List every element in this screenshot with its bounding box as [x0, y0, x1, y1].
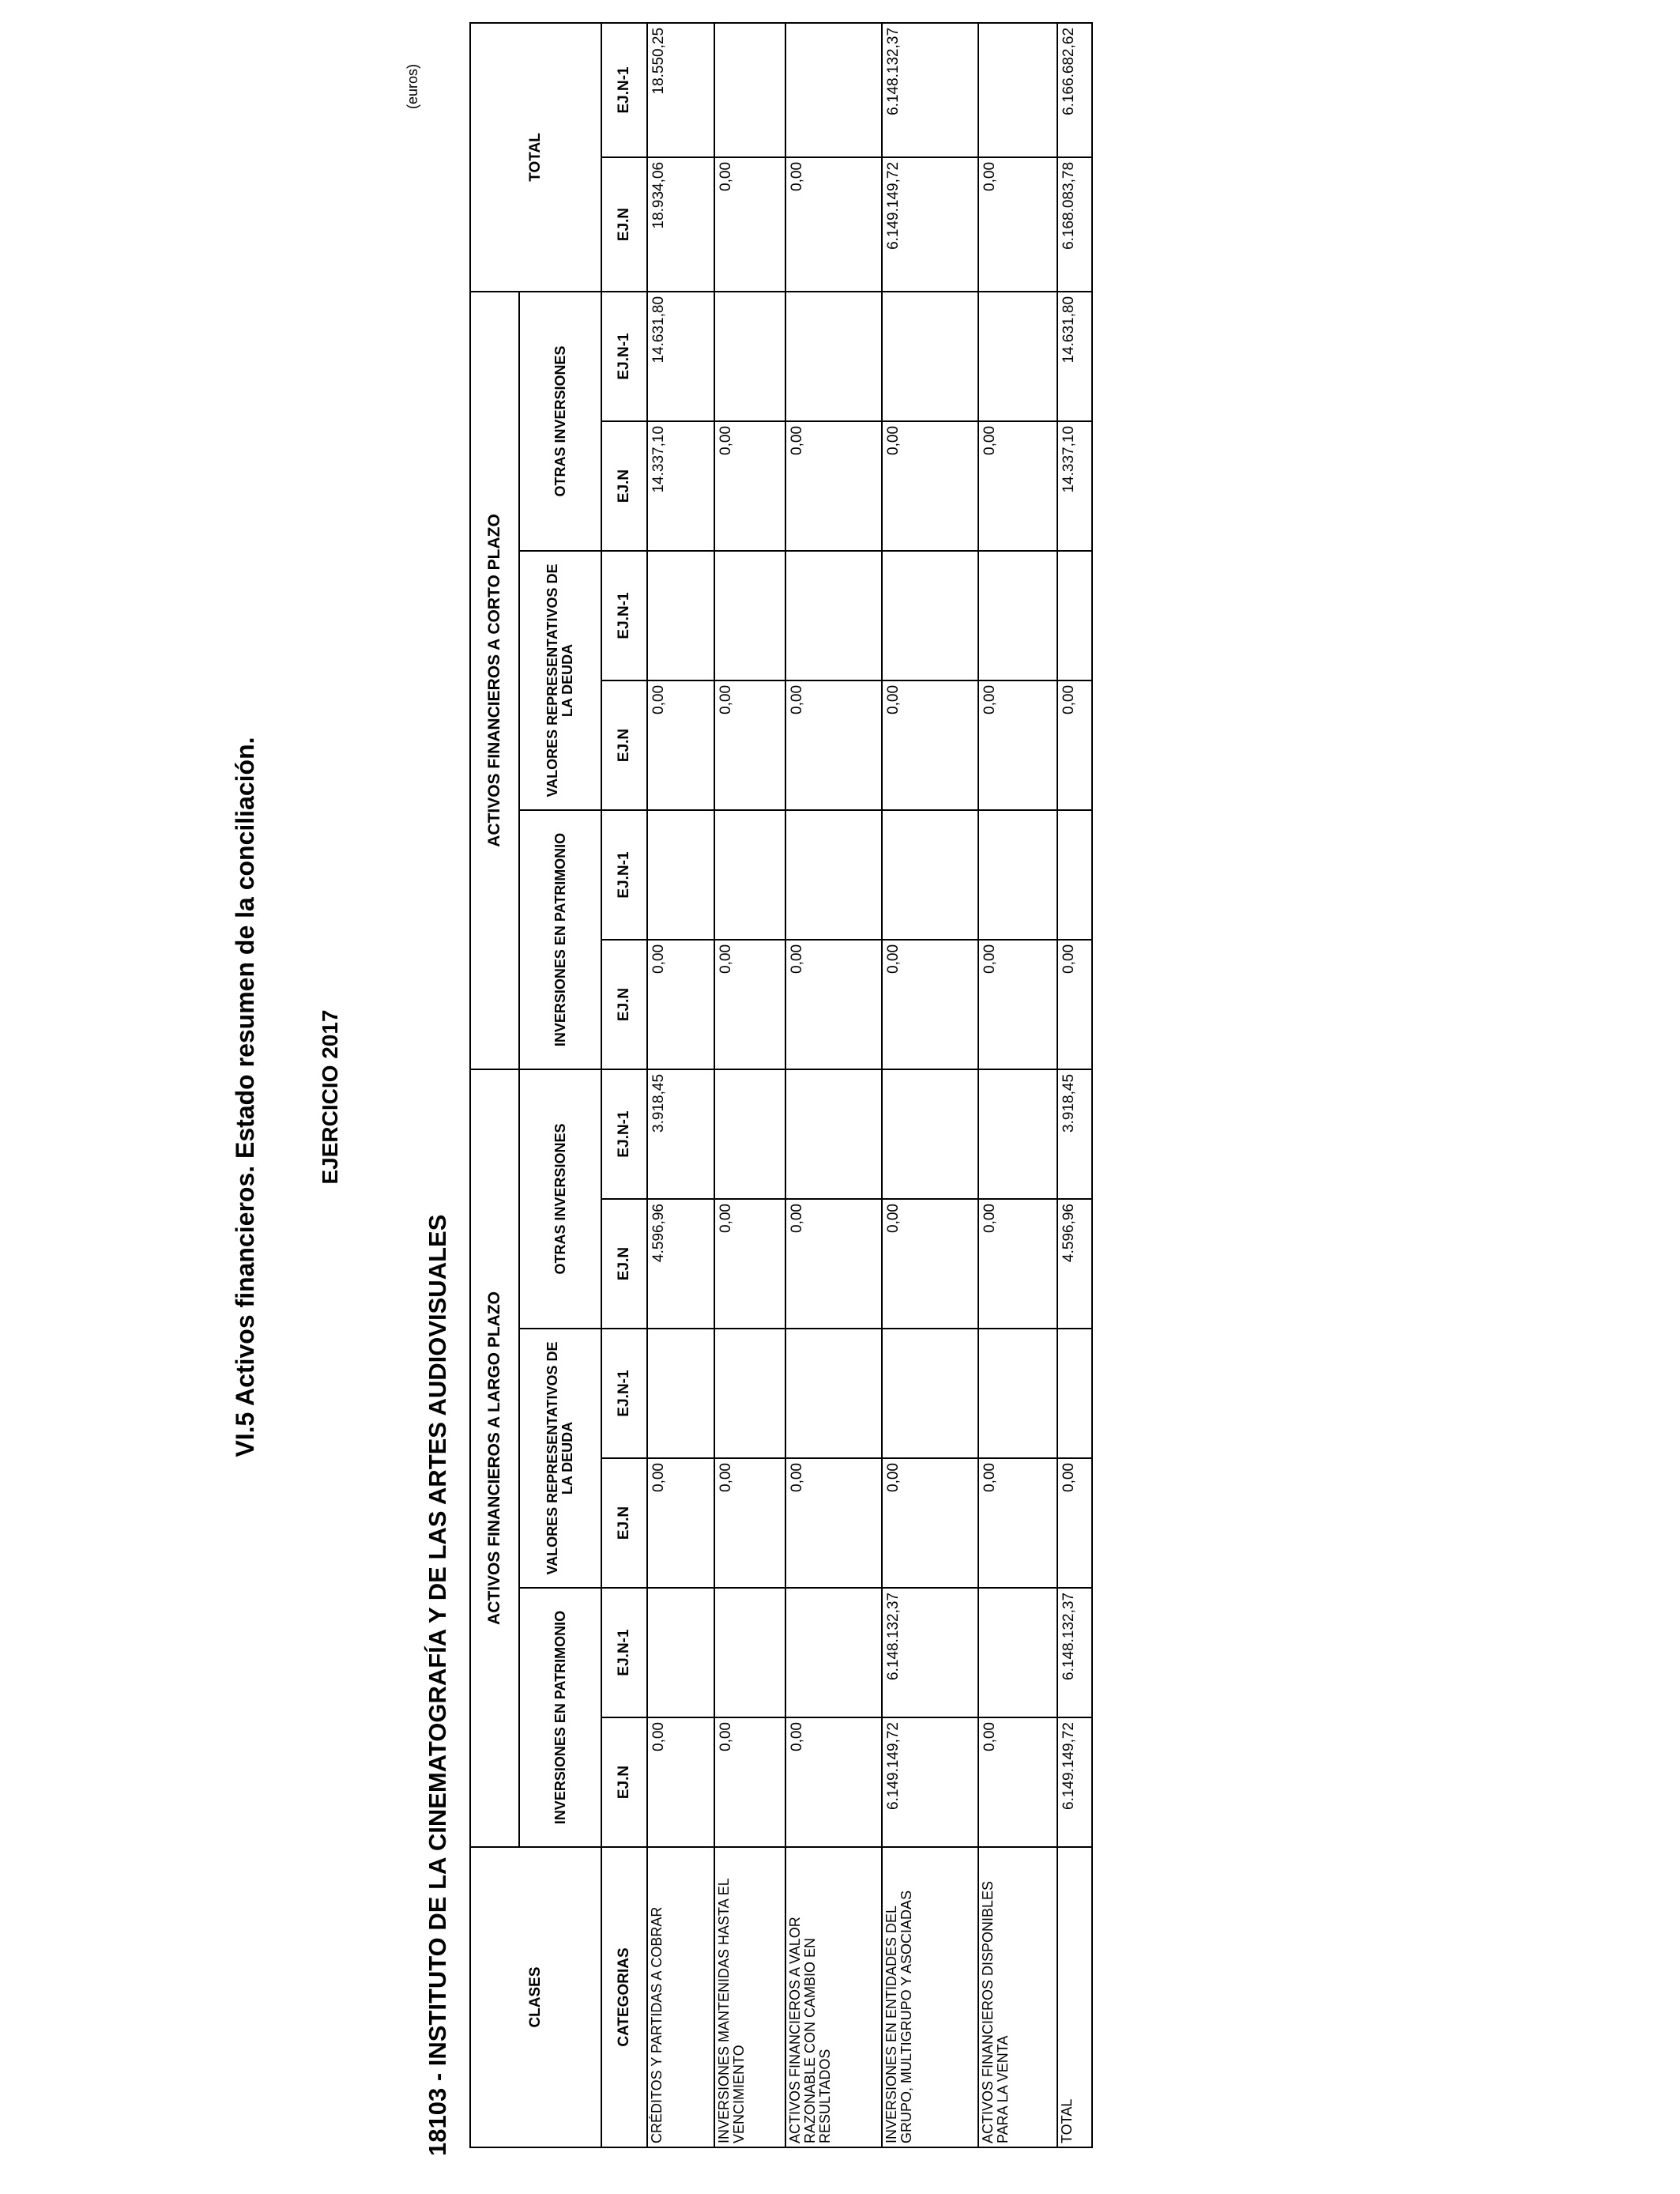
- row-label: INVERSIONES EN ENTIDADES DEL GRUPO, MULTIGRUPO Y ASOCIADAS: [882, 1847, 978, 2147]
- table-cell: 0,00: [785, 1717, 882, 1847]
- table-cell: [647, 1588, 714, 1717]
- col-header-n: EJ.N: [601, 1458, 647, 1588]
- table-cell: 0,00: [882, 421, 978, 551]
- table-cell: [647, 1329, 714, 1458]
- table-cell: [785, 1069, 882, 1199]
- exercise-label: EJERCICIO 2017: [318, 1009, 342, 1185]
- group-header-short-term: ACTIVOS FINANCIEROS A CORTO PLAZO: [470, 292, 519, 1069]
- table-cell: [785, 1588, 882, 1717]
- table-cell: 0,00: [978, 1717, 1057, 1847]
- table-cell: 0,00: [978, 1458, 1057, 1588]
- page-title: VI.5 Activos financieros. Estado resumen de la conciliación.: [231, 737, 259, 1457]
- table-cell: 0,00: [1057, 940, 1092, 1069]
- table-cell: [1057, 1329, 1092, 1458]
- table-cell: 0,00: [785, 940, 882, 1069]
- table-cell: 0,00: [714, 680, 785, 810]
- table-cell-text: 6.148.132,37: [885, 27, 902, 115]
- table-cell: [647, 810, 714, 940]
- row-label: CRÉDITOS Y PARTIDAS A COBRAR: [647, 1847, 714, 2147]
- table-cell: [882, 157, 978, 292]
- table-cell: [714, 1329, 785, 1458]
- table-cell: 0,00: [978, 421, 1057, 551]
- table-cell: 0,00: [882, 940, 978, 1069]
- table-cell: [1057, 157, 1092, 292]
- table-row: [714, 23, 785, 2147]
- table-cell: 0,00: [714, 157, 785, 292]
- table-cell-text: 6.149.149,72: [885, 161, 902, 250]
- col-header-n1: EJ.N-1: [601, 23, 647, 157]
- table-cell: [785, 292, 882, 421]
- table-cell: [882, 810, 978, 940]
- table-row: [647, 23, 714, 2147]
- financial-assets-table: [469, 22, 1093, 2148]
- col-header-n1: EJ.N-1: [601, 1069, 647, 1199]
- table-cell: 4.596,96: [647, 1199, 714, 1329]
- table-cell-text: 6.148.132,37: [885, 1593, 902, 1680]
- table-row: [882, 23, 978, 2147]
- table-cell: 14.337,10: [1057, 421, 1092, 551]
- table-cell: 0,00: [1057, 680, 1092, 810]
- table-cell: [882, 1069, 978, 1199]
- table-cell: [1057, 551, 1092, 680]
- table-cell: [714, 551, 785, 680]
- row-label: TOTAL: [1057, 1847, 1092, 2147]
- table-cell: 14.631,80: [1057, 292, 1092, 421]
- table-cell: 0,00: [1057, 1458, 1092, 1588]
- table-cell: [785, 551, 882, 680]
- col-header-n1: EJ.N-1: [601, 1588, 647, 1717]
- table-cell: 3.918,45: [1057, 1069, 1092, 1199]
- table-row: [785, 23, 882, 2147]
- table-cell: [882, 23, 978, 157]
- entity-name: 18103 - INSTITUTO DE LA CINEMATOGRAFÍA Y DE LAS ARTES AUDIOVISUALES: [424, 1214, 451, 2156]
- table-cell: [882, 551, 978, 680]
- table-cell: [785, 23, 882, 157]
- table-cell: [1057, 23, 1092, 157]
- table-cell: 18.934,06: [647, 157, 714, 292]
- table-cell: [714, 810, 785, 940]
- table-cell: 0,00: [714, 1458, 785, 1588]
- clases-header: CLASES: [470, 1847, 601, 2147]
- table-cell-text: 6.166.682,62: [1060, 27, 1077, 115]
- table-cell: 0,00: [882, 1458, 978, 1588]
- col-header-n1: EJ.N-1: [601, 551, 647, 680]
- table-cell: [714, 1588, 785, 1717]
- table-cell: 0,00: [714, 421, 785, 551]
- table-row: [978, 23, 1057, 2147]
- table-cell: [785, 1329, 882, 1458]
- table-cell: [978, 810, 1057, 940]
- table-cell: 0,00: [978, 1199, 1057, 1329]
- table-cell: 14.631,80: [647, 292, 714, 421]
- table-cell: [714, 23, 785, 157]
- table-cell: 4.596,96: [1057, 1199, 1092, 1329]
- col-header-n: EJ.N: [601, 1717, 647, 1847]
- total-header: TOTAL: [470, 23, 601, 292]
- table-cell: [882, 1717, 978, 1847]
- row-label: INVERSIONES MANTENIDAS HASTA EL VENCIMIENTO: [714, 1847, 785, 2147]
- table-cell: 18.550,25: [647, 23, 714, 157]
- table-cell: [978, 551, 1057, 680]
- table-cell: [978, 1069, 1057, 1199]
- subgroup-header: OTRAS INVERSIONES: [519, 292, 601, 551]
- table-cell: 0,00: [785, 421, 882, 551]
- table-cell: [978, 1588, 1057, 1717]
- categorias-header: CATEGORIAS: [601, 1847, 647, 2147]
- row-label: ACTIVOS FINANCIEROS A VALOR RAZONABLE CON CAMBIO EN RESULTADOS: [785, 1847, 882, 2147]
- subgroup-header: OTRAS INVERSIONES: [519, 1069, 601, 1329]
- table-cell: 0,00: [714, 1717, 785, 1847]
- table-cell: [882, 1588, 978, 1717]
- table-cell: 14.337,10: [647, 421, 714, 551]
- col-header-n1: EJ.N-1: [601, 1329, 647, 1458]
- table-cell: 0,00: [647, 1717, 714, 1847]
- table-cell: 0,00: [647, 1458, 714, 1588]
- table-cell: 0,00: [978, 157, 1057, 292]
- table-cell: 0,00: [714, 1199, 785, 1329]
- table-cell: 0,00: [785, 680, 882, 810]
- table-cell: [882, 292, 978, 421]
- col-header-n1: EJ.N-1: [601, 810, 647, 940]
- subgroup-header: INVERSIONES EN PATRIMONIO: [519, 1588, 601, 1847]
- col-header-n1: EJ.N-1: [601, 292, 647, 421]
- table-cell: [785, 810, 882, 940]
- subgroup-header: VALORES REPRESENTATIVOS DE LA DEUDA: [519, 1329, 601, 1588]
- table-cell-text: 6.168.083,78: [1060, 161, 1077, 250]
- table-cell: 0,00: [882, 680, 978, 810]
- table-cell: 3.918,45: [647, 1069, 714, 1199]
- table-cell: [1057, 1717, 1092, 1847]
- table-cell-text: 6.149.149,72: [1060, 1722, 1077, 1810]
- col-header-n: EJ.N: [601, 680, 647, 810]
- col-header-n: EJ.N: [601, 1199, 647, 1329]
- unit-label: (euros): [405, 63, 420, 109]
- table-cell: 0,00: [978, 940, 1057, 1069]
- table-cell: [1057, 810, 1092, 940]
- subgroup-header: VALORES REPRESENTATIVOS DE LA DEUDA: [519, 551, 601, 810]
- col-header-n: EJ.N: [601, 421, 647, 551]
- table-row-total: [1057, 23, 1092, 2147]
- col-header-n: EJ.N: [601, 157, 647, 292]
- row-label: ACTIVOS FINANCIEROS DISPONIBLES PARA LA VENTA: [978, 1847, 1057, 2147]
- table-cell: [647, 551, 714, 680]
- table-cell: 0,00: [978, 680, 1057, 810]
- group-header-long-term: ACTIVOS FINANCIEROS A LARGO PLAZO: [470, 1069, 519, 1847]
- table-cell: [714, 1069, 785, 1199]
- table-cell: [714, 292, 785, 421]
- table-cell: [978, 1329, 1057, 1458]
- table-cell: 0,00: [714, 940, 785, 1069]
- col-header-n: EJ.N: [601, 940, 647, 1069]
- table-cell: 0,00: [785, 1199, 882, 1329]
- subgroup-header: INVERSIONES EN PATRIMONIO: [519, 810, 601, 1069]
- table-cell-text: 6.148.132,37: [1060, 1593, 1077, 1680]
- table-cell: 0,00: [785, 157, 882, 292]
- table-cell-text: 6.149.149,72: [885, 1722, 902, 1810]
- table-cell: [1057, 1588, 1092, 1717]
- table-cell: 0,00: [647, 940, 714, 1069]
- table-cell: [978, 292, 1057, 421]
- table-cell: [882, 1329, 978, 1458]
- table-cell: 0,00: [647, 680, 714, 810]
- table-cell: 0,00: [785, 1458, 882, 1588]
- table-cell: 0,00: [882, 1199, 978, 1329]
- table-cell: [978, 23, 1057, 157]
